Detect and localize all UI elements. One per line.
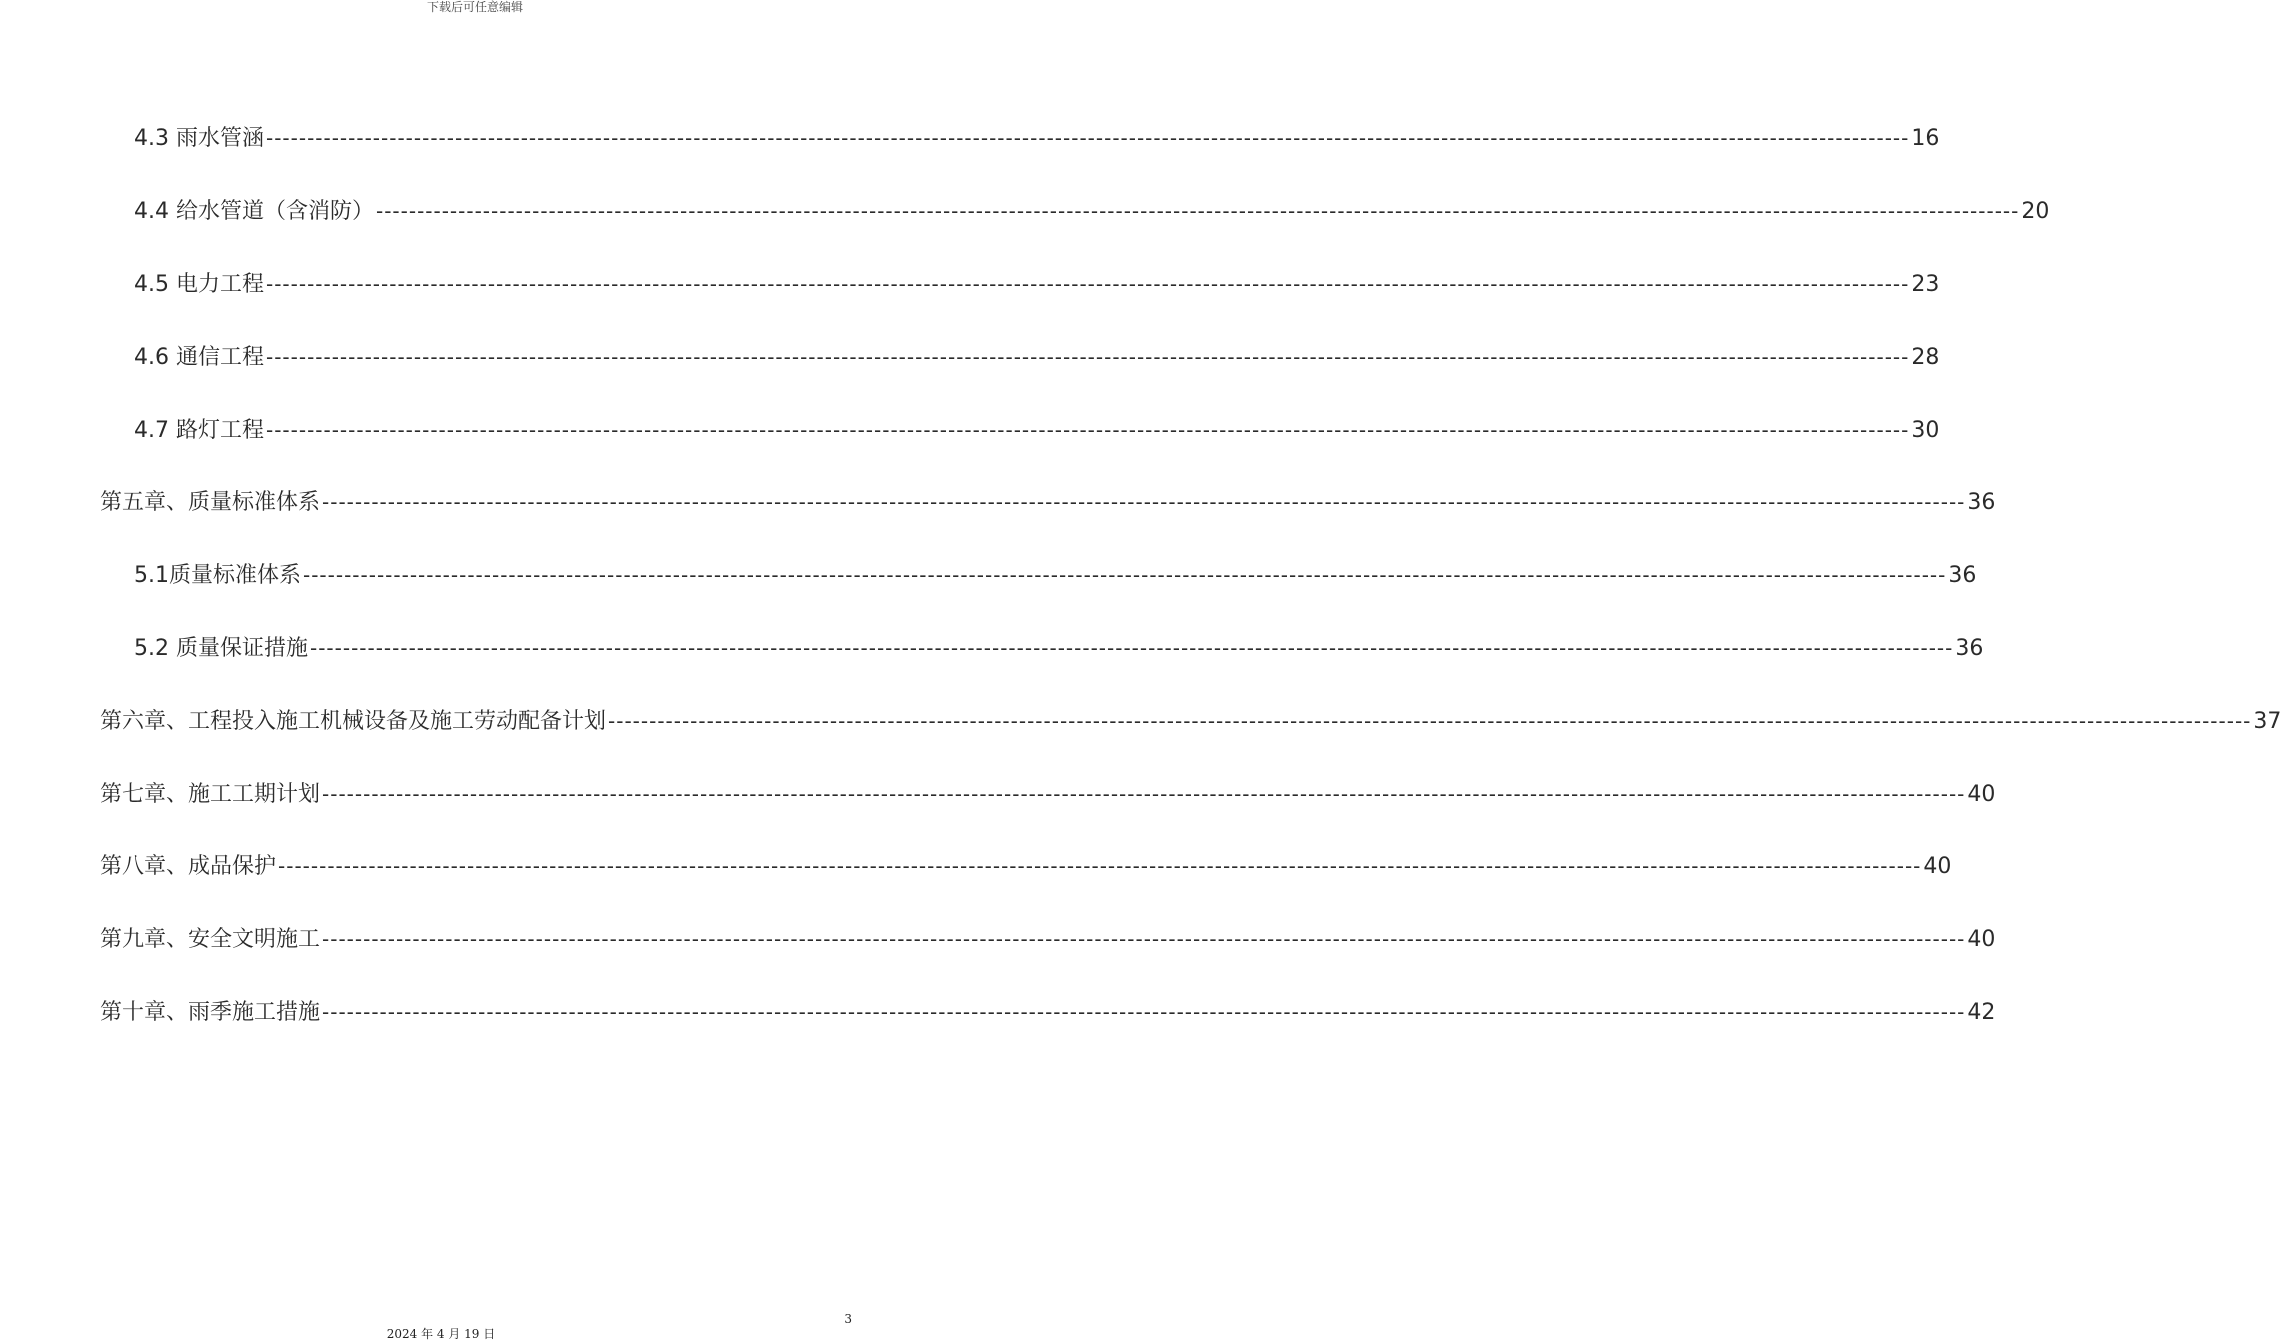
toc-entry-title: 4.4 给水管道（含消防） — [134, 199, 374, 224]
toc-leader: -------------------------------------------------------------------------------------------------------------------------------------------------------------------------------------------------------- — [322, 1000, 1966, 1024]
toc-entry[interactable] — [134, 633, 1984, 663]
toc-entry[interactable] — [134, 196, 2050, 226]
toc-entry[interactable] — [134, 269, 1940, 299]
toc-leader: -------------------------------------------------------------------------------------------------------------------------------------------------------------------------------------------------------- — [278, 854, 1922, 878]
toc-entry-title: 第七章、施工工期计划 — [100, 782, 321, 807]
toc-entry-title: 4.7 路灯工程 — [134, 418, 264, 443]
toc-entry[interactable] — [134, 342, 1940, 372]
toc-entry-page: 37 — [2253, 709, 2281, 734]
toc-entry[interactable] — [100, 779, 1996, 809]
toc-entry-title: 4.6 通信工程 — [134, 345, 264, 370]
toc-entry-page: 42 — [1967, 1000, 1996, 1025]
toc-entry[interactable] — [100, 487, 1996, 517]
toc-entry-page: 16 — [1911, 126, 1940, 151]
toc-entry-title: 第十章、雨季施工措施 — [100, 1000, 321, 1025]
toc-entry-title: 第五章、质量标准体系 — [100, 490, 321, 515]
header-note: 下载后可任意编辑 — [426, 0, 523, 14]
toc-entry[interactable] — [134, 123, 1940, 153]
toc-leader: -------------------------------------------------------------------------------------------------------------------------------------------------------------------------------------------------------- — [265, 418, 1910, 442]
toc-entry-page: 20 — [2021, 199, 2050, 224]
page-number: 3 — [844, 1312, 852, 1326]
toc-entry-page: 40 — [1967, 927, 1996, 952]
toc-entry-title: 4.5 电力工程 — [134, 272, 264, 297]
toc-entry-page: 28 — [1911, 345, 1940, 370]
toc-leader: -------------------------------------------------------------------------------------------------------------------------------------------------------------------------------------------------------- — [265, 345, 1910, 369]
toc-leader: -------------------------------------------------------------------------------------------------------------------------------------------------------------------------------------------------------- — [375, 199, 2020, 223]
toc-entry-page: 40 — [1923, 854, 1952, 879]
toc-leader: -------------------------------------------------------------------------------------------------------------------------------------------------------------------------------------------------------- — [265, 272, 1910, 296]
toc-entry-page: 36 — [1955, 636, 1984, 661]
toc-entry[interactable] — [134, 560, 1977, 590]
toc-leader: -------------------------------------------------------------------------------------------------------------------------------------------------------------------------------------------------------- — [265, 126, 1910, 150]
toc-leader: -------------------------------------------------------------------------------------------------------------------------------------------------------------------------------------------------------- — [322, 927, 1966, 951]
toc-entry-title: 第九章、安全文明施工 — [100, 927, 321, 952]
toc-leader: -------------------------------------------------------------------------------------------------------------------------------------------------------------------------------------------------------- — [303, 563, 1947, 587]
toc-entry-title: 5.1质量标准体系 — [134, 563, 301, 588]
toc-leader: -------------------------------------------------------------------------------------------------------------------------------------------------------------------------------------------------------- — [608, 709, 2252, 733]
toc-entry-title: 4.3 雨水管涵 — [134, 126, 264, 151]
toc-entry[interactable] — [100, 924, 1996, 954]
toc-entry-page: 30 — [1911, 418, 1940, 443]
toc-leader: -------------------------------------------------------------------------------------------------------------------------------------------------------------------------------------------------------- — [309, 636, 1954, 660]
toc-leader: -------------------------------------------------------------------------------------------------------------------------------------------------------------------------------------------------------- — [322, 490, 1966, 514]
toc-entry-page: 36 — [1967, 490, 1996, 515]
toc-entry[interactable] — [134, 415, 1940, 445]
toc-entry-title: 第六章、工程投入施工机械设备及施工劳动配备计划 — [100, 709, 607, 734]
toc-entry-page: 40 — [1967, 782, 1996, 807]
toc-entry-page: 36 — [1948, 563, 1977, 588]
toc-entry-title: 5.2 质量保证措施 — [134, 636, 308, 661]
toc-leader: -------------------------------------------------------------------------------------------------------------------------------------------------------------------------------------------------------- — [322, 782, 1966, 806]
toc-entry[interactable] — [100, 997, 1996, 1027]
toc-entry-page: 23 — [1911, 272, 1940, 297]
footer-date: 2024 年 4 月 19 日 — [386, 1327, 496, 1341]
toc-entry-title: 第八章、成品保护 — [100, 854, 277, 879]
toc-entry[interactable] — [100, 706, 2281, 736]
toc-entry[interactable] — [100, 851, 1952, 881]
